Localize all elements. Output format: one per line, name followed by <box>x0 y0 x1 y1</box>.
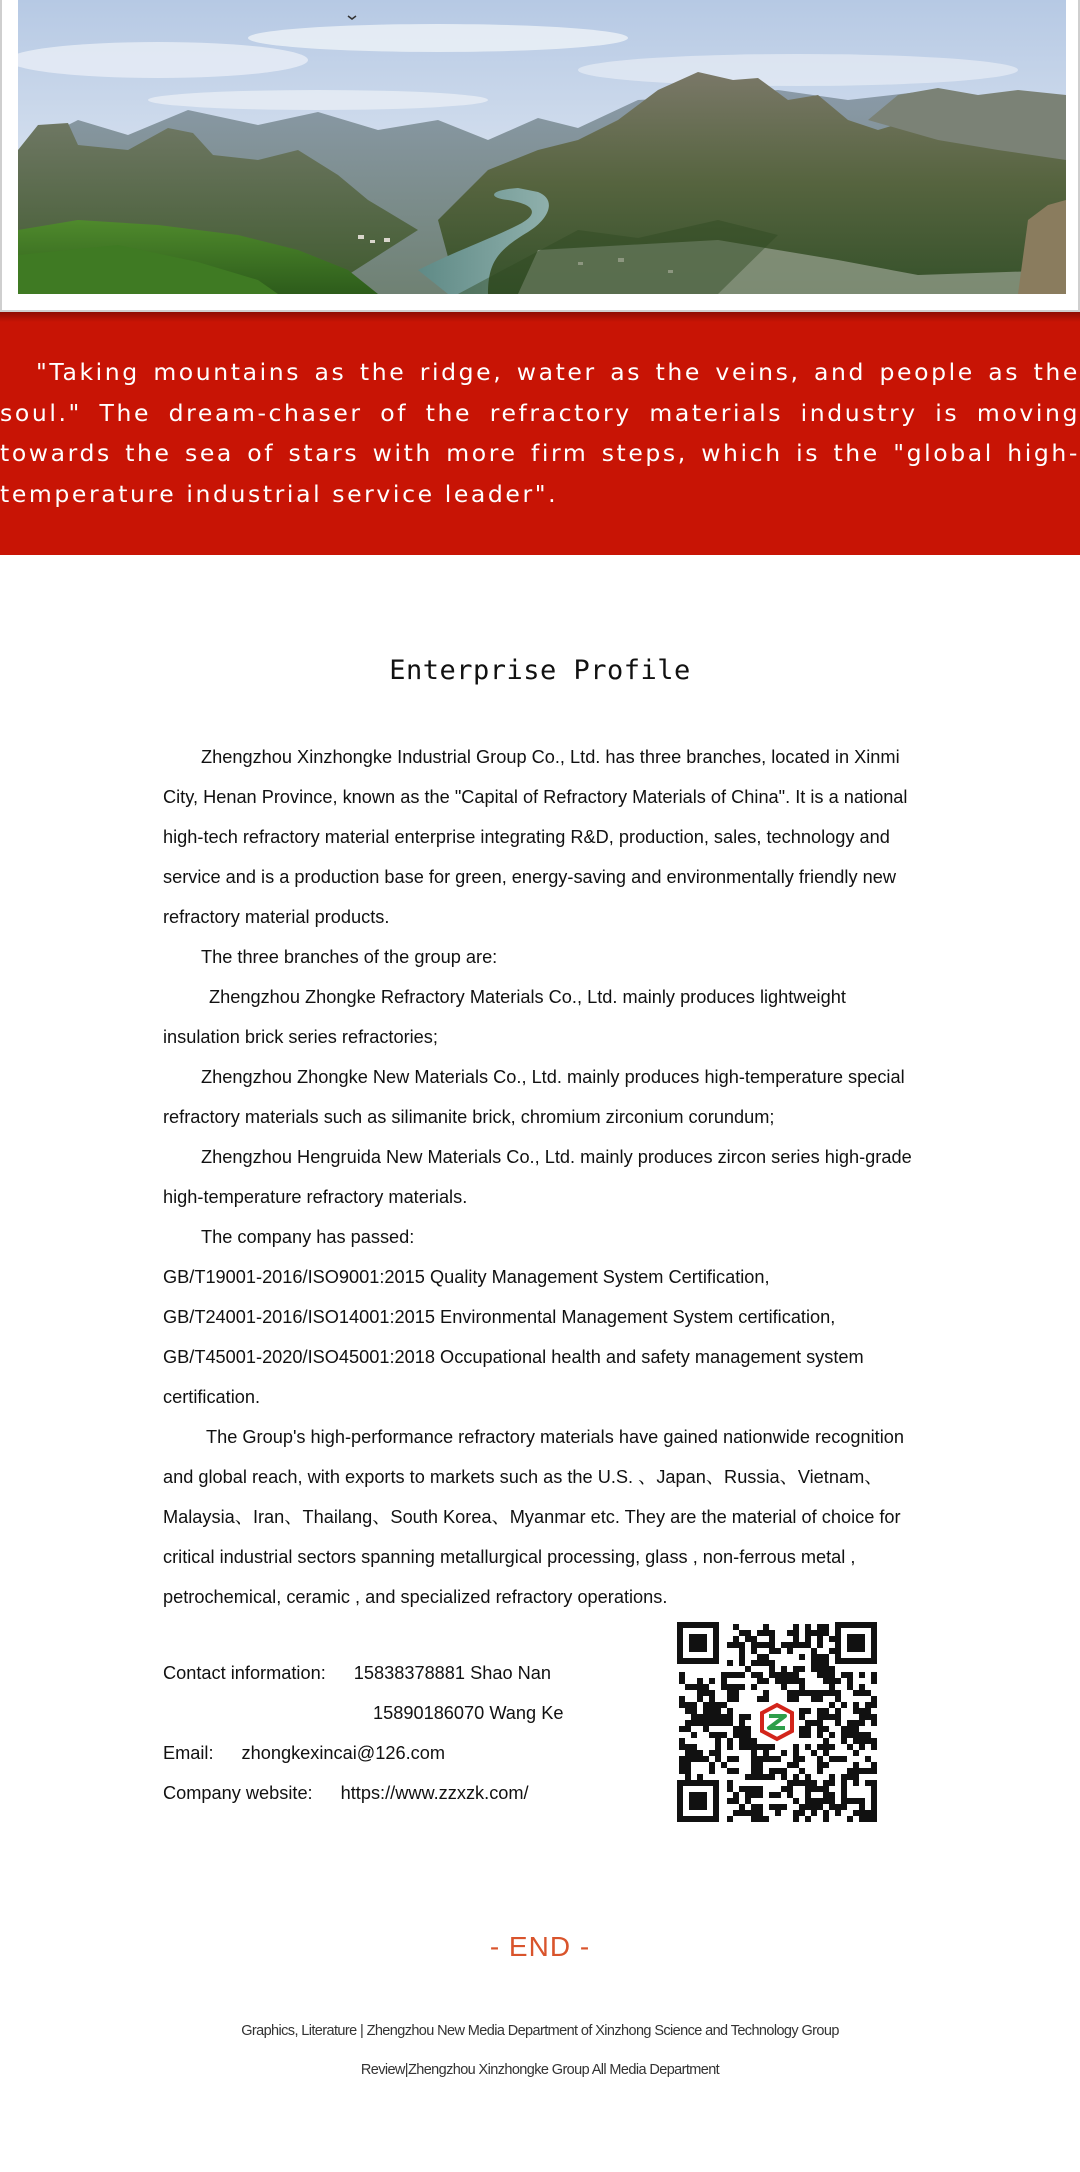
credit-review: Review|Zhengzhou Xinzhongke Group All Media Department <box>360 2062 720 2078</box>
email-link[interactable]: zhongkexincai@126.com <box>241 1743 446 1763</box>
cert-1: GB/T19001-2016/ISO9001:2015 Quality Management System Certification, <box>163 1267 770 1287</box>
qr-code[interactable] <box>677 1622 877 1822</box>
cert-2: GB/T24001-2016/ISO14001:2015 Environmental Management System certification, <box>163 1307 836 1327</box>
mountain-valley-photo <box>18 0 1066 294</box>
email-label: Email: <box>163 1743 214 1763</box>
hero-photo-frame <box>0 0 1080 312</box>
email-row <box>163 1733 683 1773</box>
contact-phone-1[interactable]: 15838378881 Shao Nan <box>353 1663 551 1683</box>
website-label: Company website: <box>163 1783 313 1803</box>
branch-2: Zhengzhou Zhongke New Materials Co., Ltd. mainly produces high-temperature special refractory materials such as silimanite brick, chromium zirconium corundum; <box>163 1067 905 1127</box>
end-mark: - END - <box>489 1931 591 1962</box>
quote-banner <box>0 312 1080 555</box>
branch-3: Zhengzhou Hengruida New Materials Co., Ltd. mainly produces zircon series high-grade high-temperature refractory materials. <box>163 1147 912 1207</box>
contact-row-1 <box>163 1653 683 1693</box>
profile-intro: Zhengzhou Xinzhongke Industrial Group Co., Ltd. has three branches, located in Xinmi City, Henan Province, known as the "Capital of Refractory Materials of China". It is a national high-tech refractory material enterprise integrating R&D, production, sales, technology and service and is a production base for green, energy-saving and environmentally friendly new refractory material products. <box>163 747 908 927</box>
contact-row-2 <box>163 1693 683 1733</box>
profile-text <box>163 737 923 1617</box>
page-title: Enterprise Profile <box>389 655 691 686</box>
contact-label: Contact information: <box>163 1663 326 1683</box>
exports-paragraph: The Group's high-performance refractory materials have gained nationwide recognition and global reach, with exports to markets such as the U.S. 、Japan、Russia、Vietnam、Malaysia、Iran、Thailang、South Korea、Myanmar etc. They are the material of choice for critical industrial sectors spanning metallurgical processing, glass , non-ferrous metal , petrochemical, ceramic , and specialized refractory operations. <box>163 1427 904 1607</box>
credit-graphics: Graphics, Literature | Zhengzhou New Media Department of Xinzhong Science and Technology Group <box>241 2023 839 2039</box>
branch-1: Zhengzhou Zhongke Refractory Materials Co., Ltd. mainly produces lightweight insulation brick series refractories; <box>163 987 846 1047</box>
website-link[interactable]: https://www.zzxzk.com/ <box>340 1783 529 1803</box>
cert-3: GB/T45001-2020/ISO45001:2018 Occupational health and safety management system certification. <box>163 1347 864 1407</box>
cert-heading: The company has passed: <box>201 1227 415 1247</box>
branches-heading: The three branches of the group are: <box>201 947 498 967</box>
banner-quote: "Taking mountains as the ridge, water as the veins, and people as the soul." The dream-chaser of the refractory materials industry is moving towards the sea of stars with more firm steps, which is the "global high-temperature industrial service leader". <box>0 358 1080 508</box>
contact-block <box>163 1653 683 1813</box>
website-row <box>163 1773 683 1813</box>
qr-code-icon <box>677 1622 877 1822</box>
mountain-valley-illustration <box>18 0 1066 294</box>
contact-phone-2[interactable]: 15890186070 Wang Ke <box>373 1703 564 1723</box>
